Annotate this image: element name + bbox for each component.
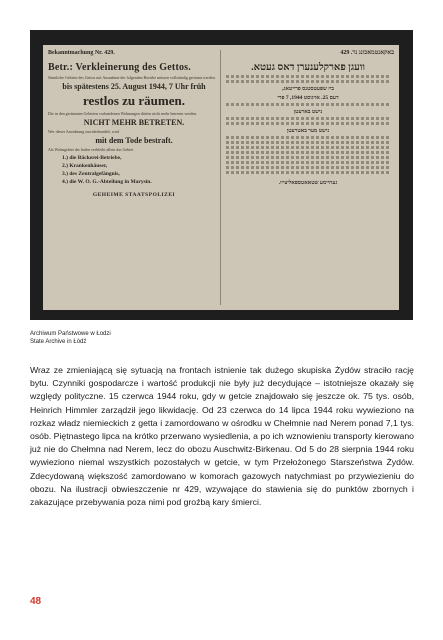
poster-german-subhead: Als Wohngebiet der Juden verbleibt allein das Gebiet (48, 147, 134, 152)
poster-illegible-text-line (226, 151, 390, 154)
caption-line-polish: Archiwum Państwowe w Łodzi (30, 331, 111, 337)
poster-yiddish-line-1: ביז שפעטסטנס פרייטאג, (282, 86, 334, 92)
poster-illegible-text-line (226, 103, 390, 106)
poster-illegible-text-line (226, 156, 390, 159)
poster-german-list-item: 4.) die W. O. G.-Abteilung in Marysin. (62, 179, 152, 185)
poster-illegible-text-line (226, 141, 390, 144)
poster-german-headline-3: mit dem Tode bestraft. (95, 136, 173, 145)
poster-illegible-text-line (226, 75, 390, 78)
poster-illegible-text-line (226, 122, 390, 125)
poster-column-divider (220, 50, 221, 305)
poster-german-title: Betr.: Verkleinerung des Gettos. (48, 62, 191, 73)
poster-german-intro: Sämtliche Gebiete des Gettos mit Ausnahme der folgenden Bezirke müssen vollständig geräumt werden. (48, 75, 216, 80)
poster-yiddish-line-4: נישט מער באטרעטן (286, 128, 330, 134)
poster-german-headline-1: restlos zu räumen. (83, 93, 185, 108)
page-number: 48 (30, 596, 42, 607)
poster-german-signature: GEHEIME STAATSPOLIZEI (92, 192, 176, 198)
poster-german-list-item: 3.) des Zentralgefängnis, (62, 171, 120, 177)
poster-illegible-text-line (226, 171, 390, 174)
poster-german-text-2: Die in den geräumten Gebieten vorhandenen Wohnungen dürfen nicht mehr betreten werden. (48, 111, 198, 116)
poster-yiddish-title: וועגן פארקלענערן דאס געטא. (251, 62, 365, 73)
caption-line-english: State Archive in Łódź (30, 339, 87, 345)
poster-german-text-3: Wer dieser Anordnung zuwiderhandelt, wird (48, 129, 120, 134)
poster-german-deadline: bis spätestens 25. August 1944, 7 Uhr früh (62, 82, 206, 91)
poster-illegible-text-line (226, 161, 390, 164)
body-paragraph: Wraz ze zmieniającą się sytuacją na frontach istnienie tak dużego skupiska Żydów straciło rację bytu. Czynniki gospodarcze i wartość produkcji nie były już decydujące – istotniejsze okazały się względy polityczne. 15 czerwca 1944 roku, gdy w getcie znajdowało się jeszcze ok. 75 tys. osób, Heinrich Himmler zarządził jego likwidację. Od 23 czerwca do 14 lipca 1944 roku wywieziono na rozkaz władz niemieckich z getta i zamordowano w ośrodku w Chełmnie nad Nerem ponad 7,1 tys. osób. Piętnastego lipca na krótko przerwano wysiedlenia, a po ich wznowieniu transporty kierowano już nie do Chełmna nad Nerem, lecz do obozu Auschwitz-Birkenau. Od 5 do 28 sierpnia 1944 roku wywieziono niemal wszystkich pozostałych w getcie, w tym Przełożonego Starszeństwa Żydów. Zdecydowaną większość zamordowano w komorach gazowych natychmiast po przywiezieniu do obozu. Na ilustracji obwieszczenie nr 429, wzywające do stawienia się do punktów zbornych i zakazujące przebywania poza nimi pod groźbą kary śmierci. (30, 365, 414, 508)
poster-yiddish-signature: געהיימע שטאאטספאליצייו. (278, 180, 338, 186)
poster-german-column (48, 50, 220, 305)
poster-german-header: Bekanntmachung Nr. 429. (48, 50, 115, 56)
poster-illegible-text-line (226, 136, 390, 139)
poster-illegible-text-line (226, 80, 390, 83)
poster-german-headline-2: NICHT MEHR BETRETEN. (83, 118, 185, 127)
poster-yiddish-header: באקאנטמאכונג נר. 429 (340, 50, 394, 56)
poster-german-list-item: 1.) die Bäckerei-Betriebe, (62, 155, 122, 161)
poster-german-list-item: 2.) Krankenhäuser, (62, 163, 108, 169)
poster-yiddish-line-3: נישט בארעטן (293, 109, 323, 115)
poster-yiddish-line-2: דעם 25. אויגוסט 1944, 7 פרי (277, 95, 339, 101)
poster-illegible-text-line (226, 166, 390, 169)
image-caption (30, 330, 111, 346)
poster-illegible-text-line (226, 146, 390, 149)
poster-yiddish-column (222, 50, 394, 305)
poster-german-list (62, 154, 220, 186)
poster-illegible-text-line (226, 117, 390, 120)
